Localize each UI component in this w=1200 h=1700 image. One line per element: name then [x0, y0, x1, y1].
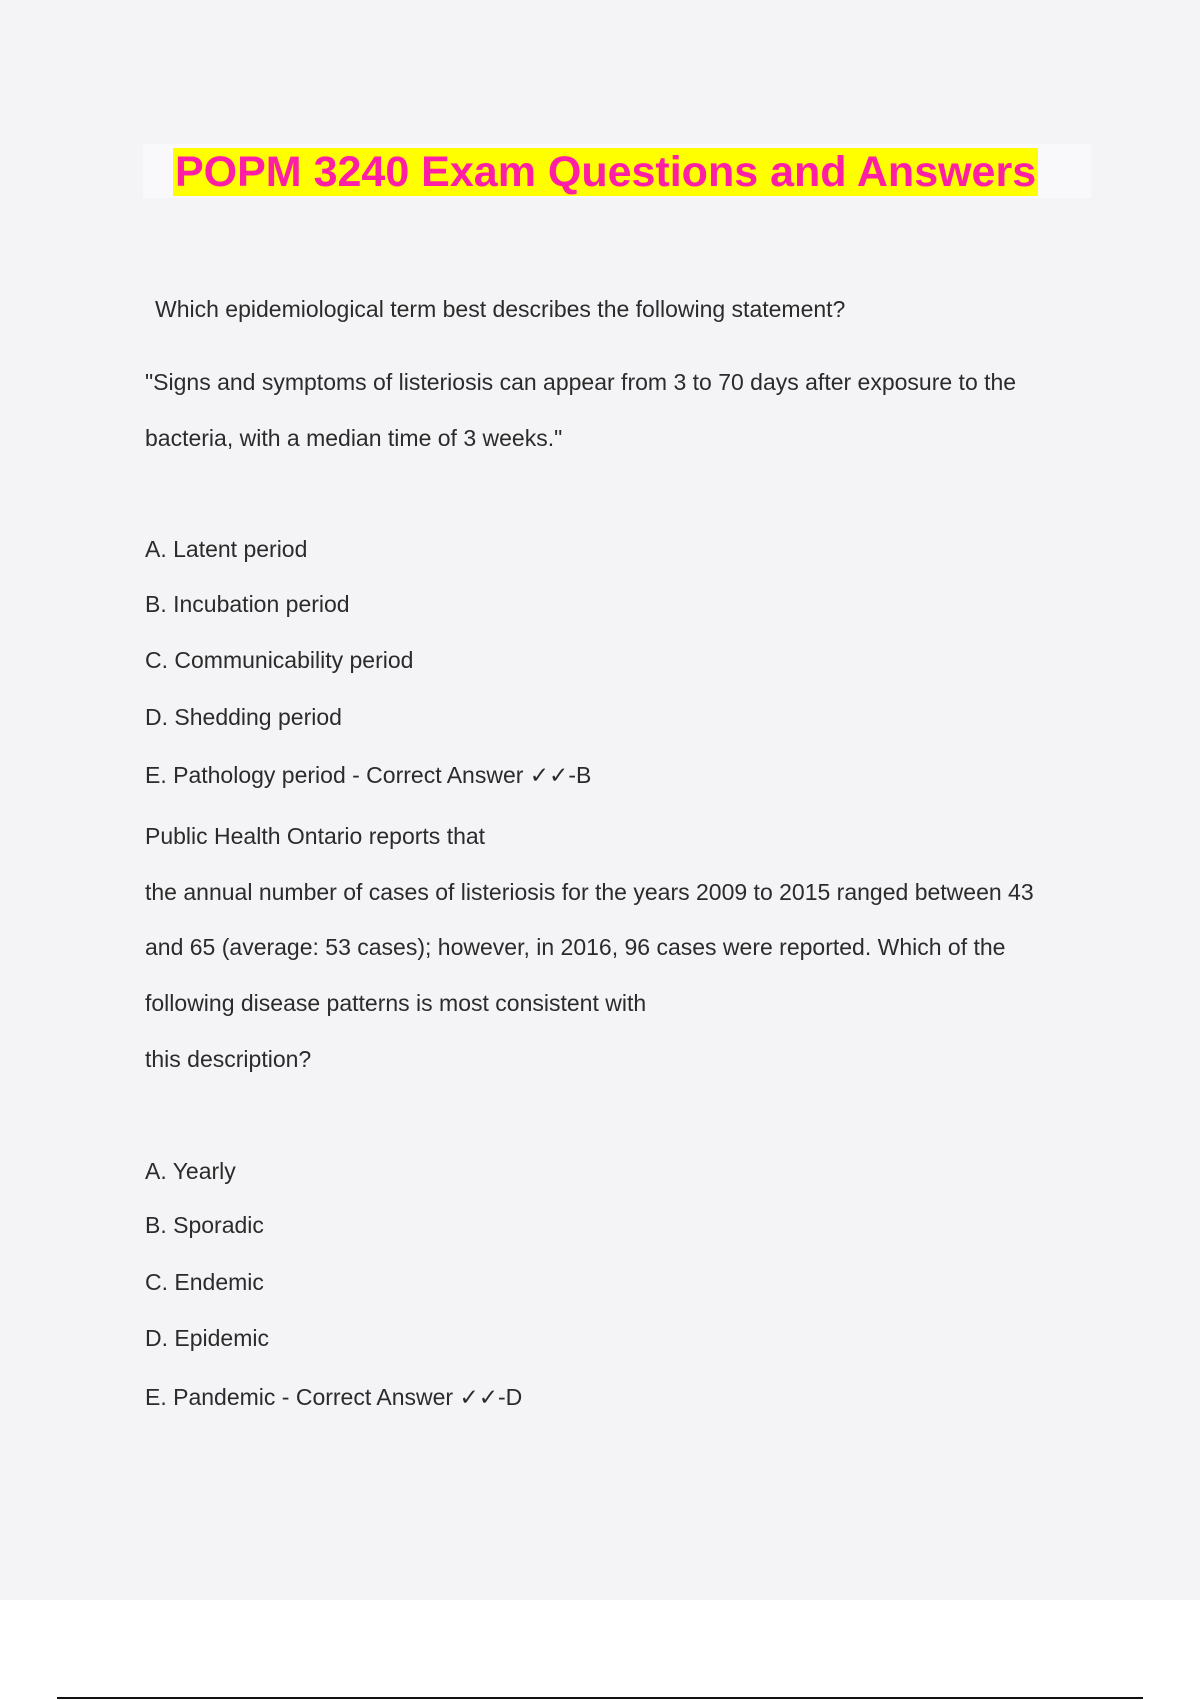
question-1-option-b: B. Incubation period — [145, 591, 350, 617]
question-2-option-a: A. Yearly — [145, 1158, 236, 1184]
question-1-prompt-line: "Signs and symptoms of listeriosis can appear from 3 to 70 days after exposure to the — [145, 369, 1017, 395]
question-2-prompt-line: Public Health Ontario reports that — [145, 823, 486, 849]
question-2-option-d: D. Epidemic — [145, 1325, 269, 1351]
document-title: POPM 3240 Exam Questions and Answers — [175, 148, 1037, 196]
question-1-prompt-line: bacteria, with a median time of 3 weeks." — [145, 425, 563, 451]
question-2-prompt-line: and 65 (average: 53 cases); however, in 2016, 96 cases were reported. Which of the — [145, 934, 1006, 960]
question-1-option-a: A. Latent period — [145, 536, 308, 562]
question-2-option-e-answer: E. Pandemic - Correct Answer ✓✓-D — [145, 1384, 523, 1410]
question-1-option-d: D. Shedding period — [145, 704, 342, 730]
question-1-option-e-answer: E. Pathology period - Correct Answer ✓✓-B — [145, 762, 592, 788]
question-2-prompt-line: the annual number of cases of listeriosis for the years 2009 to 2015 ranged between 43 — [145, 879, 1034, 905]
question-1-option-c: C. Communicability period — [145, 647, 414, 673]
footer-divider — [57, 1697, 1143, 1699]
question-2-option-b: B. Sporadic — [145, 1212, 264, 1238]
question-2-option-c: C. Endemic — [145, 1269, 264, 1295]
question-1-prompt-line: Which epidemiological term best describes the following statement? — [155, 296, 846, 322]
question-2-prompt-line: following disease patterns is most consistent with — [145, 990, 647, 1016]
question-2-prompt-line: this description? — [145, 1046, 312, 1072]
